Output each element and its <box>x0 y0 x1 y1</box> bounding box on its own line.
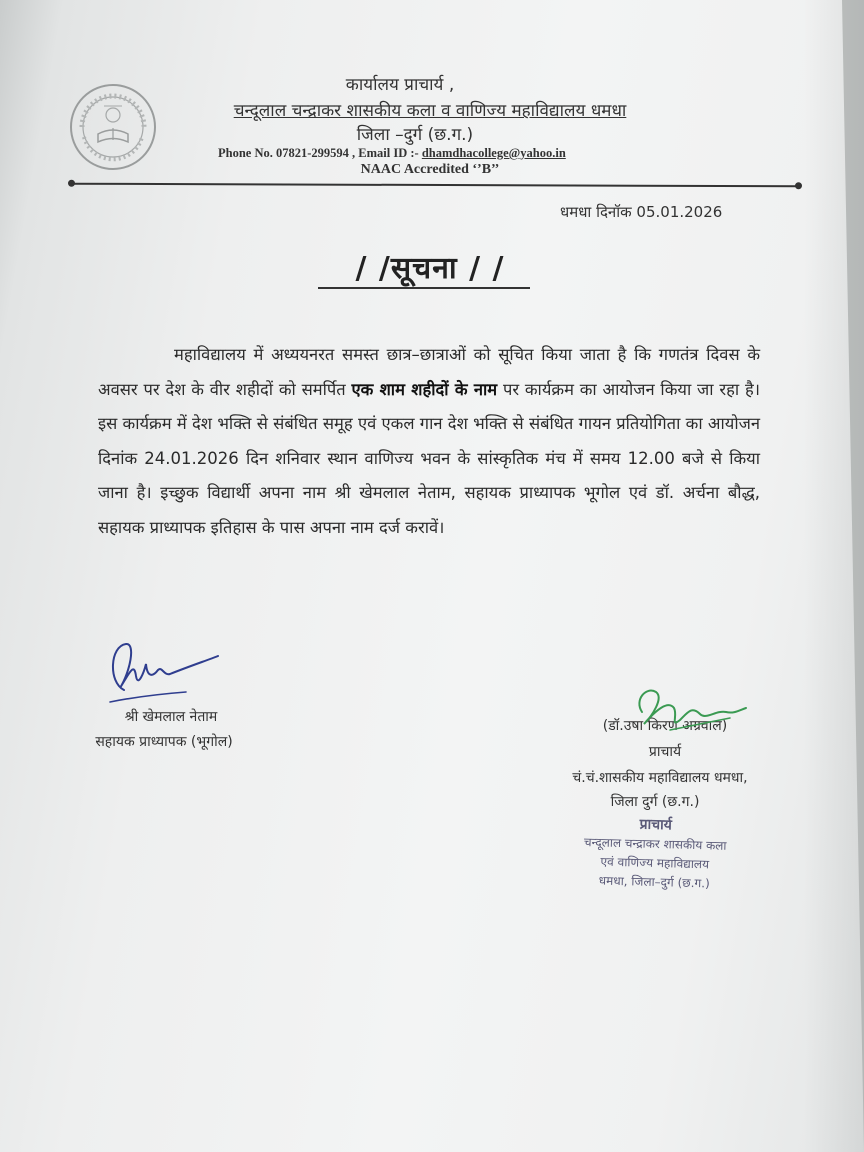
stamp-title: प्राचार्य <box>639 816 673 834</box>
event-name: एक शाम शहीदों के नाम <box>351 379 498 399</box>
body-text-part2: पर कार्यक्रम का आयोजन किया जा रहा है। इस कार्यक्रम में देश भक्ति से संबंधित समूह एवं एकल गान देश भक्ति से संबंधित गायन प्रतियोगिता का आयोजन दिनांक 24.01.2026 दिन शनिवार स्थान वाणिज्य भवन के सांस्कृतिक मंच में समय 12.00 बजे से किया जाना है। इच्छुक विद्यार्थी अपना नाम श्री खेमलाल नेताम, सहायक प्राध्यापक भूगोल एवं डॉ. अर्चना बौद्ध, सहायक प्राध्यापक इतिहास के पास अपना नाम दर्ज करावें। <box>98 379 760 537</box>
notice-paragraph <box>98 338 760 545</box>
signature-right <box>630 680 750 750</box>
signatory-right-designation: प्राचार्य <box>648 744 682 760</box>
signatory-left-name: श्री खेमलाल नेताम <box>124 709 218 725</box>
email-address: dhamdhacollege@yahoo.in <box>421 146 566 160</box>
college-emblem-icon <box>68 82 158 172</box>
body-text-part1: महाविद्यालय में अध्ययनरत समस्त छात्र–छात्राओं को सूचित किया जाता है कि गणतंत्र दिवस के अवसर पर देश के वीर शहीदों को समर्पित <box>98 345 760 399</box>
signatory-right-district: जिला दुर्ग (छ.ग.) <box>610 794 700 810</box>
phone-email-label: Phone No. 07821-299594 , Email ID :- <box>218 146 422 160</box>
title-underline <box>318 287 530 289</box>
notice-title: / /सूचना / / <box>355 251 505 286</box>
signature-left <box>100 632 220 712</box>
signatory-left-designation: सहायक प्राध्यापक (भूगोल) <box>95 734 233 750</box>
principal-stamp <box>554 813 756 894</box>
notice-body <box>98 338 760 545</box>
naac-accreditation: NAAC Accredited ‘’B’’ <box>360 162 500 177</box>
signatory-right-college: चं.चं.शासकीय महाविद्यालय धमधा, <box>572 770 748 786</box>
stamp-line-3: धमधा, जिला–दुर्ग (छ.ग.) <box>598 873 710 891</box>
office-heading: कार्यालय प्राचार्य , <box>345 75 455 95</box>
stamp-line-1: चन्दूलाल चन्द्राकर शासकीय कला <box>583 835 727 853</box>
signatory-right-name: (डॉ.उषा किरण अग्रवाल) <box>602 718 728 734</box>
contact-line <box>218 146 638 161</box>
stamp-line-2: एवं वाणिज्य महाविद्यालय <box>600 854 710 872</box>
notice-date: धमधा दिनॉक 05.01.2026 <box>560 203 723 221</box>
district-line: जिला –दुर्ग (छ.ग.) <box>356 125 474 145</box>
college-name: चन्दूलाल चन्द्राकर शासकीय कला व वाणिज्य महाविद्यालय धमधा <box>233 101 627 121</box>
